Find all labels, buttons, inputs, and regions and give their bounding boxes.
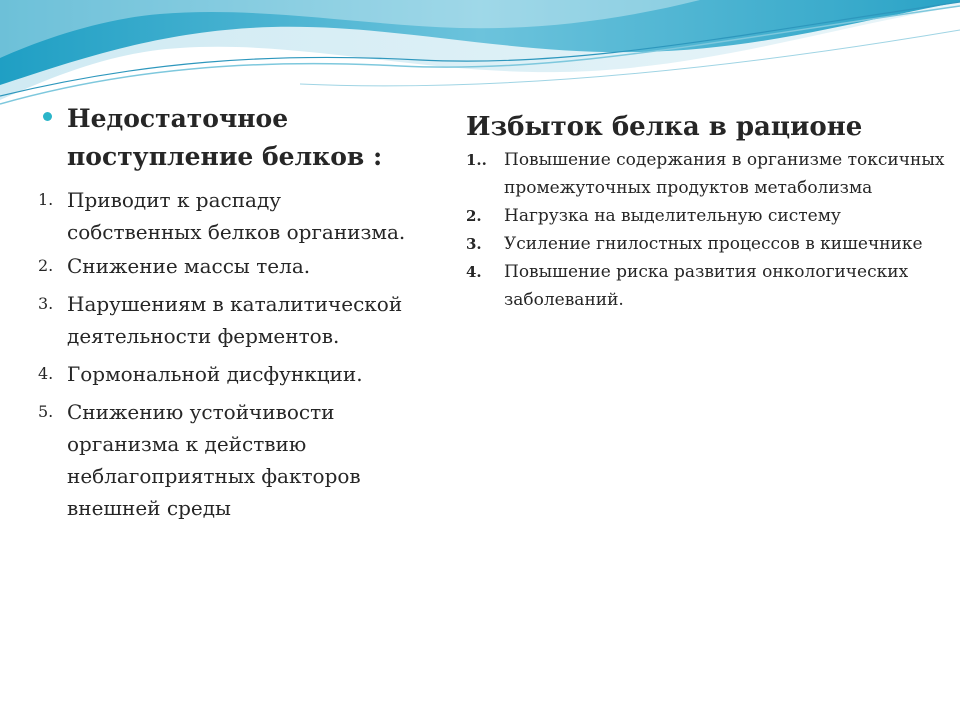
right-list <box>466 146 946 314</box>
item-number: 1.. <box>466 151 487 169</box>
list-item <box>466 258 946 314</box>
right-column <box>466 108 946 314</box>
item-number: 4. <box>38 364 54 383</box>
item-number: 3. <box>466 235 482 253</box>
list-item <box>466 202 946 230</box>
bullet-dot-icon <box>43 112 52 121</box>
left-title: Недостаточное поступление белков : <box>67 104 383 171</box>
list-item <box>38 184 418 248</box>
left-list <box>38 184 418 524</box>
list-item <box>38 250 418 282</box>
list-item <box>466 230 946 258</box>
item-text: Нарушениям в каталитической деятельности ферментов. <box>67 292 403 348</box>
item-number: 2. <box>466 207 482 225</box>
item-text: Приводит к распаду собственных белков организма. <box>67 188 406 244</box>
item-text: Снижению устойчивости организма к действию неблагоприятных факторов внешней среды <box>67 400 361 520</box>
item-number: 3. <box>38 294 54 313</box>
item-number: 5. <box>38 402 54 421</box>
item-number: 1. <box>38 190 54 209</box>
item-text: Снижение массы тела. <box>67 254 311 278</box>
item-number: 4. <box>466 263 482 281</box>
list-item <box>38 288 418 352</box>
item-number: 2. <box>38 256 54 275</box>
left-heading-block <box>38 100 418 176</box>
item-text: Нагрузка на выделительную систему <box>504 206 841 226</box>
item-text: Повышение риска развития онкологических заболеваний. <box>504 262 909 310</box>
left-column <box>38 100 418 526</box>
item-text: Усиление гнилостных процессов в кишечнике <box>504 234 923 254</box>
item-text: Гормональной дисфункции. <box>67 362 363 386</box>
right-title: Избыток белка в рационе <box>466 112 863 142</box>
list-item <box>38 396 418 524</box>
list-item <box>38 358 418 390</box>
item-text: Повышение содержания в организме токсичных промежуточных продуктов метаболизма <box>504 150 945 198</box>
list-item <box>466 146 946 202</box>
